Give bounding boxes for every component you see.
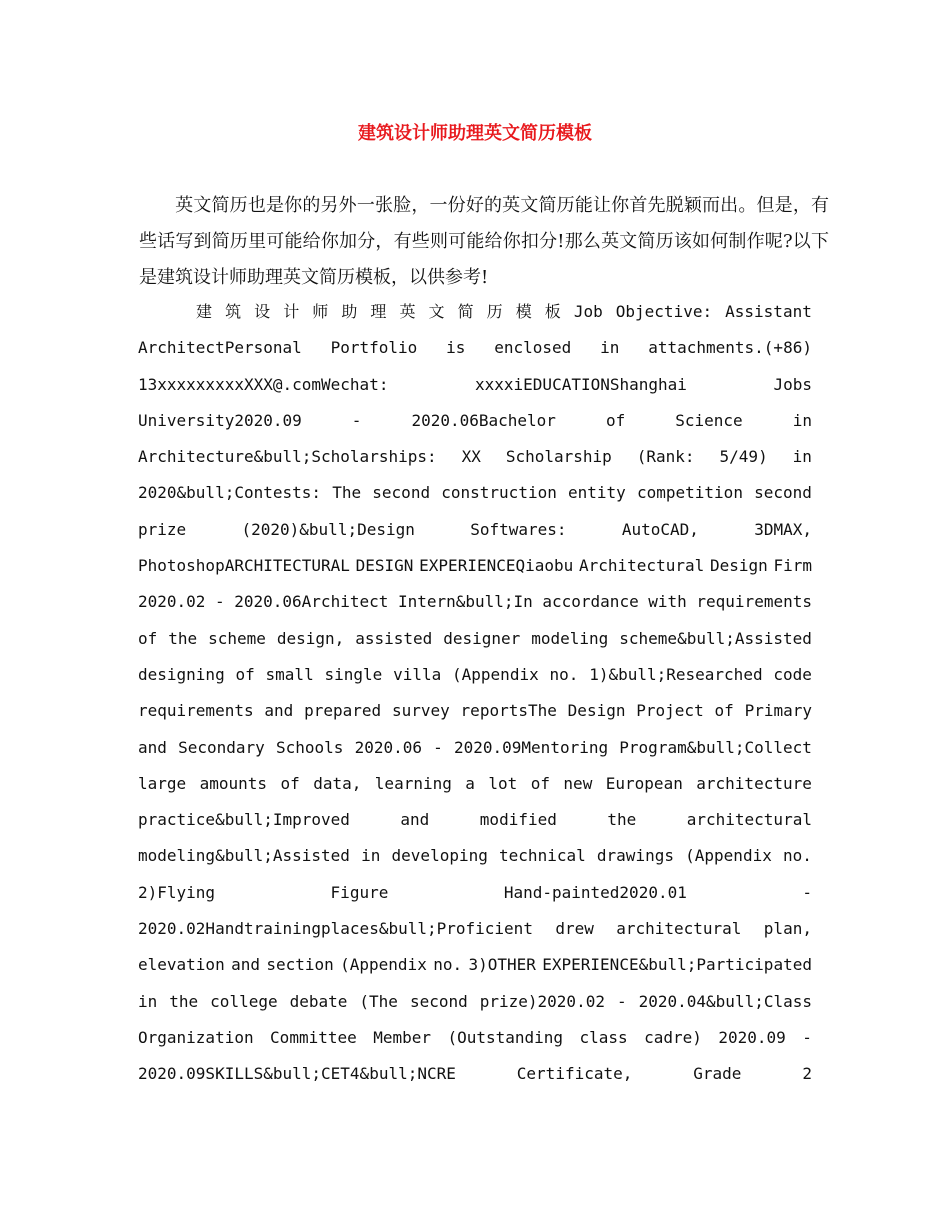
resume-word: construction	[441, 483, 557, 503]
resume-word: -	[351, 410, 362, 430]
resume-word: class	[579, 1027, 628, 1047]
resume-word: of	[605, 410, 626, 430]
resume-word: developing	[391, 846, 488, 866]
resume-word: 13xxxxxxxxxXXX@.comWechat:	[138, 374, 389, 394]
resume-word: the	[168, 628, 198, 648]
resume-line	[138, 730, 812, 766]
resume-word: new	[563, 773, 593, 793]
resume-word: Job	[573, 302, 603, 321]
resume-word: and	[138, 737, 167, 757]
resume-word: scheme&bull;Assisted	[619, 628, 812, 648]
resume-line	[138, 294, 812, 330]
resume-word: (2020)&bull;Design	[241, 519, 415, 539]
resume-word: Architectural	[579, 556, 705, 576]
resume-word: plan,	[763, 919, 812, 939]
resume-word: of	[530, 773, 550, 793]
resume-word: AutoCAD,	[621, 519, 699, 539]
resume-word: Design	[567, 701, 626, 721]
resume-word: Design	[709, 556, 768, 576]
resume-word: drew	[555, 919, 594, 939]
resume-word: Committee	[270, 1027, 357, 1047]
resume-word: -	[616, 991, 627, 1011]
resume-word: 师	[312, 302, 329, 321]
resume-word: -	[215, 592, 225, 612]
resume-word: European	[605, 773, 683, 793]
resume-word: Schools	[275, 737, 344, 757]
resume-word: scheme	[208, 628, 266, 648]
resume-word: Softwares:	[470, 519, 567, 539]
resume-word: small	[265, 664, 314, 684]
resume-word: amounts	[199, 773, 268, 793]
resume-word: Grade	[693, 1064, 742, 1084]
resume-word: modified	[479, 810, 557, 830]
resume-word: Hand-painted2020.01	[503, 882, 687, 902]
resume-word: Intern&bull;In	[397, 592, 533, 612]
resume-line	[138, 984, 812, 1020]
document-title: 建筑设计师助理英文简历模板	[358, 123, 592, 144]
resume-word: prepared	[304, 701, 382, 721]
resume-word: PhotoshopARCHITECTURAL	[138, 556, 350, 576]
resume-word: (The	[359, 991, 398, 1011]
resume-word: and	[264, 701, 294, 721]
resume-line	[138, 875, 812, 911]
resume-word: with	[648, 592, 687, 612]
resume-word: Assistant	[725, 302, 812, 321]
resume-word: 简	[457, 302, 474, 321]
resume-line	[138, 911, 812, 947]
resume-word: in	[792, 410, 812, 430]
resume-word: the	[607, 810, 637, 830]
resume-word: 5/49)	[719, 447, 768, 467]
resume-line	[138, 403, 812, 439]
resume-word: 模	[515, 302, 532, 321]
resume-word: (Rank:	[636, 447, 695, 467]
resume-word: 2020.02	[138, 592, 206, 612]
resume-word: in	[600, 338, 620, 358]
resume-word: large	[138, 773, 187, 793]
resume-word: 历	[486, 302, 503, 321]
resume-word: drawings	[596, 846, 674, 866]
resume-word: debate	[289, 991, 348, 1011]
resume-word: attachments.(+86)	[648, 338, 812, 358]
resume-word: villa	[393, 664, 442, 684]
resume-word: 英	[399, 302, 416, 321]
resume-word: is	[446, 338, 466, 358]
resume-word: in	[138, 991, 158, 1011]
resume-word: Objective:	[615, 302, 713, 321]
resume-word: data,	[313, 773, 362, 793]
resume-word: architecture	[696, 773, 812, 793]
resume-word: Project	[636, 701, 704, 721]
resume-word: modeling	[531, 628, 609, 648]
resume-word: learning	[374, 773, 452, 793]
resume-word: 2020&bull;Contests:	[138, 483, 322, 503]
resume-word: modeling&bull;Assisted	[138, 846, 350, 866]
resume-word: DESIGN	[355, 556, 414, 576]
resume-line	[138, 802, 812, 838]
resume-word: 2020.02Handtrainingplaces&bull;Proficient	[138, 919, 533, 939]
resume-word: 2020.09SKILLS&bull;CET4&bull;NCRE	[138, 1064, 456, 1084]
resume-word: 2020.04&bull;Class	[638, 991, 812, 1011]
resume-word: of	[138, 628, 158, 648]
resume-word: reportsThe	[460, 701, 557, 721]
resume-word: entity	[568, 483, 626, 503]
resume-word: competition	[636, 483, 743, 503]
resume-word: Architecture&bull;Scholarships:	[138, 447, 437, 467]
resume-word: (Appendix	[452, 664, 539, 684]
resume-line	[138, 693, 812, 729]
resume-word: 2020.09Mentoring	[453, 737, 609, 757]
resume-word: 2020.09	[718, 1027, 786, 1047]
resume-word: and	[231, 955, 260, 975]
resume-word: second	[372, 483, 431, 503]
resume-word: 2020.06	[354, 737, 422, 757]
resume-word: prize	[138, 519, 187, 539]
resume-word: -	[433, 737, 443, 757]
intro-paragraph	[139, 188, 829, 296]
resume-word: technical	[499, 846, 586, 866]
resume-line	[138, 657, 812, 693]
resume-word: 1)&bull;Researched	[589, 664, 763, 684]
resume-word: -	[802, 1027, 812, 1047]
resume-word: EXPERIENCE&bull;Participated	[542, 955, 812, 975]
resume-word: Member	[373, 1027, 431, 1047]
resume-word: Portfolio	[330, 338, 418, 358]
resume-word: 助	[341, 302, 358, 321]
resume-word: Figure	[330, 882, 389, 902]
resume-word: single	[324, 664, 383, 684]
resume-word: college	[210, 991, 278, 1011]
resume-word: accordance	[542, 592, 639, 612]
resume-word: requirements	[696, 592, 812, 612]
resume-word: no.	[549, 664, 579, 684]
resume-word: Firm	[773, 556, 812, 576]
resume-word: 2020.06Bachelor	[411, 410, 556, 430]
intro-text: 英文简历也是你的另外一张脸，一份好的英文简历能让你首先脱颖而出。但是，有些话写到简历里可能给你加分，有些则可能给你扣分!那么英文简历该如何制作呢?以下是建筑设计师助理英文简历模板，以供参考!	[139, 195, 829, 288]
resume-word: lot	[488, 773, 518, 793]
resume-word: survey	[391, 701, 450, 721]
resume-word: 计	[283, 302, 300, 321]
resume-word: 文	[428, 302, 445, 321]
resume-word: enclosed	[494, 338, 572, 358]
resume-word: XX	[461, 447, 481, 467]
resume-word: Primary	[744, 701, 812, 721]
resume-word: (Outstanding	[447, 1027, 564, 1047]
resume-line	[138, 512, 812, 548]
resume-line	[138, 367, 812, 403]
resume-word: of	[280, 773, 300, 793]
resume-word: Science	[675, 410, 743, 430]
resume-word: -	[802, 882, 812, 902]
resume-word: 板	[544, 302, 561, 321]
resume-word: designer	[443, 628, 521, 648]
resume-word: elevation	[138, 955, 225, 975]
resume-word: in	[792, 447, 812, 467]
resume-line	[138, 1020, 812, 1056]
resume-line	[138, 947, 812, 983]
resume-word: of	[235, 664, 255, 684]
resume-word: code	[773, 664, 812, 684]
resume-line	[138, 621, 812, 657]
resume-word: the	[169, 991, 199, 1011]
resume-line	[138, 766, 812, 802]
resume-word: 3DMAX,	[754, 519, 812, 539]
resume-body	[138, 294, 812, 1093]
resume-word: in	[361, 846, 381, 866]
resume-word: and	[400, 810, 430, 830]
resume-word: 3)OTHER	[468, 955, 536, 975]
resume-word: The	[332, 483, 362, 503]
resume-line	[138, 439, 812, 475]
resume-word: 2020.06Architect	[234, 592, 389, 612]
resume-word: xxxxiEDUCATIONShanghai	[475, 374, 687, 394]
resume-word: Certificate,	[516, 1064, 633, 1084]
resume-word: assisted	[355, 628, 433, 648]
resume-line	[138, 475, 812, 511]
resume-word: Secondary	[178, 737, 265, 757]
resume-word: Jobs	[773, 374, 812, 394]
resume-word: of	[714, 701, 734, 721]
resume-word: University2020.09	[138, 410, 302, 430]
resume-word: prize)2020.02	[479, 991, 605, 1011]
resume-word: 理	[370, 302, 387, 321]
resume-word: designing	[138, 664, 225, 684]
resume-line	[138, 838, 812, 874]
resume-word: Scholarship	[505, 447, 612, 467]
resume-word: Program&bull;Collect	[619, 737, 812, 757]
resume-word: section	[266, 955, 334, 975]
resume-word: 建	[196, 302, 213, 321]
resume-word: 2)Flying	[138, 882, 216, 902]
resume-word: second	[754, 483, 812, 503]
resume-word: Organization	[138, 1027, 254, 1047]
resume-line	[138, 548, 812, 584]
resume-word: no.	[433, 955, 463, 975]
resume-word: no.	[783, 846, 812, 866]
resume-word: architectural	[616, 919, 742, 939]
resume-word: practice&bull;Improved	[138, 810, 350, 830]
resume-word: EXPERIENCEQiaobu	[419, 556, 574, 576]
resume-line	[138, 1056, 812, 1092]
resume-word: design,	[276, 628, 345, 648]
resume-word: architectural	[686, 810, 812, 830]
resume-word: ArchitectPersonal	[138, 338, 302, 358]
resume-word: (Appendix	[685, 846, 772, 866]
resume-line	[138, 330, 812, 366]
resume-word: 2	[802, 1064, 812, 1084]
resume-line	[138, 584, 812, 620]
resume-word: cadre)	[644, 1027, 702, 1047]
resume-word: a	[465, 773, 475, 793]
resume-word: requirements	[138, 701, 254, 721]
resume-word: second	[409, 991, 468, 1011]
resume-word: (Appendix	[340, 955, 427, 975]
resume-word: 筑	[225, 302, 242, 321]
resume-word: 设	[254, 302, 271, 321]
